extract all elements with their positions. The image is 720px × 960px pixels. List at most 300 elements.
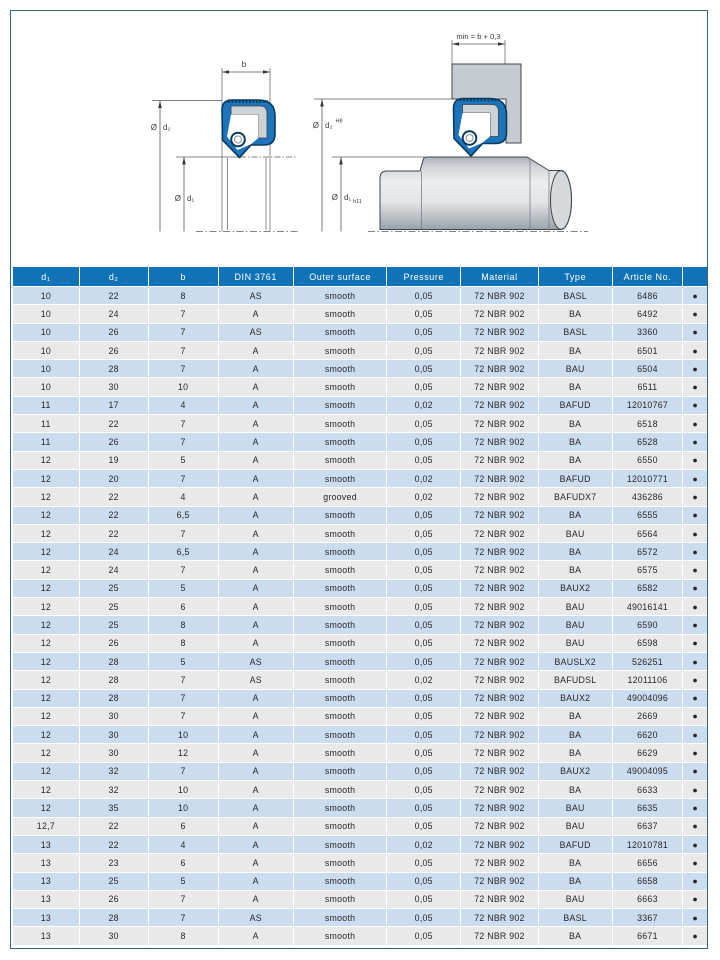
cell-d2: 22 <box>80 507 148 524</box>
cell-d1: 12,7 <box>13 818 79 835</box>
cell-b: 7 <box>149 324 218 341</box>
availability-dot: ● <box>683 653 707 670</box>
cell-article-no: 6550 <box>613 452 683 469</box>
dim-label-min-b: min = b + 0,3 <box>456 32 501 41</box>
dim-label-d1-diameter-sign: Ø <box>174 194 181 203</box>
cell-d2: 35 <box>80 799 148 816</box>
availability-dot: ● <box>683 324 707 341</box>
cell-b: 8 <box>149 635 218 652</box>
cell-outer-surface: smooth <box>294 836 387 853</box>
cell-d1: 12 <box>13 452 79 469</box>
cell-outer-surface: smooth <box>294 763 387 780</box>
cell-type: BA <box>539 433 612 450</box>
cell-d2: 25 <box>80 873 148 890</box>
cell-din-3761: A <box>219 744 293 761</box>
cell-material: 72 NBR 902 <box>461 891 538 908</box>
cell-outer-surface: smooth <box>294 781 387 798</box>
cell-outer-surface: smooth <box>294 653 387 670</box>
cell-type: BAUX2 <box>539 580 612 597</box>
cell-din-3761: A <box>219 854 293 871</box>
availability-dot: ● <box>683 799 707 816</box>
availability-dot: ● <box>683 781 707 798</box>
cell-b: 6,5 <box>149 543 218 560</box>
cell-material: 72 NBR 902 <box>461 927 538 944</box>
dim-label-d1: d₁ <box>187 194 195 203</box>
cell-d2: 28 <box>80 671 148 688</box>
cell-material: 72 NBR 902 <box>461 452 538 469</box>
cell-material: 72 NBR 902 <box>461 799 538 816</box>
cell-din-3761: A <box>219 927 293 944</box>
cell-d2: 19 <box>80 452 148 469</box>
table-row <box>13 561 707 578</box>
cell-d1: 12 <box>13 507 79 524</box>
cell-d1: 10 <box>13 305 79 322</box>
cell-outer-surface: smooth <box>294 909 387 926</box>
cell-type: BAFUD <box>539 397 612 414</box>
cell-pressure: 0,05 <box>387 708 460 725</box>
cell-material: 72 NBR 902 <box>461 726 538 743</box>
cell-pressure: 0,05 <box>387 324 460 341</box>
table-row <box>13 818 707 835</box>
cell-material: 72 NBR 902 <box>461 507 538 524</box>
shaft <box>380 157 572 230</box>
availability-dot: ● <box>683 561 707 578</box>
cell-type: BA <box>539 854 612 871</box>
cell-d2: 22 <box>80 488 148 505</box>
cell-pressure: 0,05 <box>387 818 460 835</box>
cell-article-no: 49004096 <box>613 690 683 707</box>
cell-d2: 26 <box>80 635 148 652</box>
cell-material: 72 NBR 902 <box>461 488 538 505</box>
cell-b: 7 <box>149 763 218 780</box>
cell-din-3761: A <box>219 525 293 542</box>
cell-type: BASL <box>539 909 612 926</box>
cell-din-3761: A <box>219 342 293 359</box>
col-header-outer-surface: Outer surface <box>294 267 387 286</box>
availability-dot: ● <box>683 616 707 633</box>
availability-dot: ● <box>683 744 707 761</box>
technical-drawing <box>0 0 720 265</box>
cell-article-no: 6555 <box>613 507 683 524</box>
cell-d1: 12 <box>13 653 79 670</box>
table-row <box>13 726 707 743</box>
table-row <box>13 635 707 652</box>
dim-label-d2-tolerance: H8 <box>335 118 343 125</box>
dim-label-d2h8: d₂ <box>325 121 333 130</box>
cell-material: 72 NBR 902 <box>461 909 538 926</box>
cell-d1: 12 <box>13 543 79 560</box>
cell-b: 4 <box>149 488 218 505</box>
cell-d2: 22 <box>80 287 148 304</box>
cell-d1: 12 <box>13 470 79 487</box>
table-row <box>13 415 707 432</box>
availability-dot: ● <box>683 433 707 450</box>
cell-b: 10 <box>149 799 218 816</box>
availability-dot: ● <box>683 525 707 542</box>
cell-b: 10 <box>149 781 218 798</box>
cell-outer-surface: smooth <box>294 635 387 652</box>
cell-material: 72 NBR 902 <box>461 708 538 725</box>
cell-material: 72 NBR 902 <box>461 635 538 652</box>
cell-d1: 10 <box>13 287 79 304</box>
cell-article-no: 3360 <box>613 324 683 341</box>
availability-dot: ● <box>683 927 707 944</box>
cell-pressure: 0,05 <box>387 598 460 615</box>
cell-article-no: 12010771 <box>613 470 683 487</box>
cell-d2: 17 <box>80 397 148 414</box>
cell-din-3761: A <box>219 397 293 414</box>
table-row <box>13 891 707 908</box>
cell-b: 6,5 <box>149 507 218 524</box>
cell-d2: 26 <box>80 342 148 359</box>
cell-article-no: 6590 <box>613 616 683 633</box>
cell-d1: 12 <box>13 561 79 578</box>
availability-dot: ● <box>683 287 707 304</box>
right-diagram-seal-installed <box>313 32 588 232</box>
cell-d1: 12 <box>13 525 79 542</box>
cell-article-no: 12010767 <box>613 397 683 414</box>
cell-outer-surface: smooth <box>294 561 387 578</box>
cell-din-3761: A <box>219 616 293 633</box>
cell-article-no: 6671 <box>613 927 683 944</box>
cell-din-3761: A <box>219 726 293 743</box>
cell-d1: 10 <box>13 378 79 395</box>
cell-outer-surface: smooth <box>294 415 387 432</box>
cell-article-no: 12011106 <box>613 671 683 688</box>
cell-din-3761: A <box>219 891 293 908</box>
cell-din-3761: AS <box>219 287 293 304</box>
cell-b: 8 <box>149 927 218 944</box>
table-row <box>13 653 707 670</box>
cell-type: BA <box>539 873 612 890</box>
cell-article-no: 6501 <box>613 342 683 359</box>
cell-pressure: 0,05 <box>387 873 460 890</box>
dimension-table <box>12 266 708 946</box>
cell-material: 72 NBR 902 <box>461 543 538 560</box>
cell-article-no: 6492 <box>613 305 683 322</box>
table-row <box>13 507 707 524</box>
cell-type: BAUSLX2 <box>539 653 612 670</box>
cell-pressure: 0,05 <box>387 342 460 359</box>
cell-material: 72 NBR 902 <box>461 525 538 542</box>
cell-d2: 22 <box>80 525 148 542</box>
cell-article-no: 6564 <box>613 525 683 542</box>
cell-d1: 12 <box>13 580 79 597</box>
cell-material: 72 NBR 902 <box>461 433 538 450</box>
cell-din-3761: A <box>219 543 293 560</box>
cell-article-no: 6511 <box>613 378 683 395</box>
cell-outer-surface: smooth <box>294 873 387 890</box>
cell-d2: 32 <box>80 781 148 798</box>
col-header-type: Type <box>539 267 612 286</box>
cell-b: 6 <box>149 818 218 835</box>
cell-material: 72 NBR 902 <box>461 836 538 853</box>
cell-pressure: 0,05 <box>387 763 460 780</box>
cell-b: 7 <box>149 470 218 487</box>
cell-din-3761: A <box>219 452 293 469</box>
cell-d2: 30 <box>80 708 148 725</box>
availability-dot: ● <box>683 891 707 908</box>
cell-material: 72 NBR 902 <box>461 616 538 633</box>
cell-type: BAFUDX7 <box>539 488 612 505</box>
cell-article-no: 6518 <box>613 415 683 432</box>
cell-d1: 10 <box>13 342 79 359</box>
cell-outer-surface: smooth <box>294 616 387 633</box>
cell-din-3761: A <box>219 415 293 432</box>
table-row <box>13 873 707 890</box>
cell-din-3761: A <box>219 470 293 487</box>
cell-outer-surface: smooth <box>294 891 387 908</box>
cell-din-3761: A <box>219 598 293 615</box>
cell-type: BA <box>539 342 612 359</box>
cell-din-3761: A <box>219 580 293 597</box>
cell-b: 7 <box>149 415 218 432</box>
cell-type: BA <box>539 452 612 469</box>
cell-outer-surface: smooth <box>294 927 387 944</box>
cell-pressure: 0,05 <box>387 305 460 322</box>
cell-b: 7 <box>149 525 218 542</box>
cell-din-3761: A <box>219 305 293 322</box>
cell-pressure: 0,05 <box>387 726 460 743</box>
cell-din-3761: A <box>219 799 293 816</box>
cell-d2: 26 <box>80 433 148 450</box>
cell-d2: 22 <box>80 818 148 835</box>
cell-article-no: 6572 <box>613 543 683 560</box>
cell-d1: 12 <box>13 726 79 743</box>
availability-dot: ● <box>683 397 707 414</box>
table-row <box>13 305 707 322</box>
cell-pressure: 0,02 <box>387 671 460 688</box>
cell-type: BA <box>539 744 612 761</box>
table-row <box>13 324 707 341</box>
cell-d1: 10 <box>13 360 79 377</box>
cell-d2: 24 <box>80 543 148 560</box>
availability-dot: ● <box>683 415 707 432</box>
cell-outer-surface: smooth <box>294 525 387 542</box>
cell-article-no: 6633 <box>613 781 683 798</box>
cell-d1: 13 <box>13 836 79 853</box>
cell-d1: 12 <box>13 708 79 725</box>
cell-material: 72 NBR 902 <box>461 415 538 432</box>
cell-pressure: 0,05 <box>387 525 460 542</box>
availability-dot: ● <box>683 342 707 359</box>
cell-type: BA <box>539 726 612 743</box>
cell-type: BASL <box>539 324 612 341</box>
cell-article-no: 6637 <box>613 818 683 835</box>
cell-b: 7 <box>149 671 218 688</box>
cell-din-3761: A <box>219 561 293 578</box>
cell-d2: 30 <box>80 927 148 944</box>
cell-pressure: 0,05 <box>387 452 460 469</box>
cell-outer-surface: smooth <box>294 507 387 524</box>
availability-dot: ● <box>683 543 707 560</box>
cell-pressure: 0,05 <box>387 543 460 560</box>
cell-b: 7 <box>149 690 218 707</box>
cell-d1: 12 <box>13 616 79 633</box>
table-row <box>13 836 707 853</box>
availability-dot: ● <box>683 873 707 890</box>
availability-dot: ● <box>683 690 707 707</box>
availability-dot: ● <box>683 598 707 615</box>
cell-pressure: 0,05 <box>387 433 460 450</box>
cell-d1: 12 <box>13 799 79 816</box>
availability-dot: ● <box>683 763 707 780</box>
dim-label-d2-diameter-sign: Ø <box>150 123 157 132</box>
cell-material: 72 NBR 902 <box>461 873 538 890</box>
cell-article-no: 6528 <box>613 433 683 450</box>
cell-outer-surface: smooth <box>294 580 387 597</box>
cell-d1: 10 <box>13 324 79 341</box>
cell-b: 7 <box>149 561 218 578</box>
cell-outer-surface: smooth <box>294 287 387 304</box>
cell-type: BAU <box>539 598 612 615</box>
cell-outer-surface: smooth <box>294 378 387 395</box>
cell-outer-surface: smooth <box>294 671 387 688</box>
cell-type: BA <box>539 708 612 725</box>
table-row <box>13 287 707 304</box>
cell-pressure: 0,05 <box>387 927 460 944</box>
cell-article-no: 6663 <box>613 891 683 908</box>
dim-label-d1h11-diameter-sign: Ø <box>331 193 338 202</box>
cell-article-no: 6629 <box>613 744 683 761</box>
col-header-article-no: Article No. <box>613 267 683 286</box>
cell-material: 72 NBR 902 <box>461 360 538 377</box>
cell-pressure: 0,05 <box>387 781 460 798</box>
dim-label-d1h11: d₁ <box>344 193 352 202</box>
dimension-table-wrap <box>12 266 708 946</box>
col-header-d1: d₁ <box>13 267 79 286</box>
cell-type: BAU <box>539 525 612 542</box>
cell-d1: 13 <box>13 909 79 926</box>
availability-dot: ● <box>683 360 707 377</box>
cell-din-3761: AS <box>219 324 293 341</box>
cell-material: 72 NBR 902 <box>461 781 538 798</box>
table-row <box>13 781 707 798</box>
cell-outer-surface: smooth <box>294 397 387 414</box>
cell-pressure: 0,05 <box>387 415 460 432</box>
cell-outer-surface: smooth <box>294 690 387 707</box>
table-row <box>13 598 707 615</box>
cell-d2: 22 <box>80 415 148 432</box>
cell-outer-surface: smooth <box>294 598 387 615</box>
cell-d1: 13 <box>13 873 79 890</box>
cell-article-no: 6635 <box>613 799 683 816</box>
cell-outer-surface: smooth <box>294 854 387 871</box>
table-row <box>13 580 707 597</box>
cell-d1: 12 <box>13 781 79 798</box>
cell-material: 72 NBR 902 <box>461 671 538 688</box>
cell-b: 6 <box>149 854 218 871</box>
cell-outer-surface: smooth <box>294 433 387 450</box>
availability-dot: ● <box>683 854 707 871</box>
cell-d1: 11 <box>13 433 79 450</box>
cell-article-no: 6582 <box>613 580 683 597</box>
cell-din-3761: A <box>219 360 293 377</box>
cell-din-3761: A <box>219 818 293 835</box>
cell-d2: 22 <box>80 836 148 853</box>
cell-article-no: 6658 <box>613 873 683 890</box>
cell-d2: 23 <box>80 854 148 871</box>
availability-dot: ● <box>683 818 707 835</box>
cell-type: BAFUDSL <box>539 671 612 688</box>
left-diagram-seal-free <box>151 60 298 232</box>
cell-article-no: 12010781 <box>613 836 683 853</box>
seal-profile-left <box>222 100 275 158</box>
cell-b: 7 <box>149 342 218 359</box>
table-row <box>13 342 707 359</box>
cell-pressure: 0,05 <box>387 854 460 871</box>
cell-b: 10 <box>149 726 218 743</box>
cell-material: 72 NBR 902 <box>461 690 538 707</box>
cell-b: 7 <box>149 891 218 908</box>
cell-article-no: 49016141 <box>613 598 683 615</box>
availability-dot: ● <box>683 378 707 395</box>
cell-type: BAU <box>539 360 612 377</box>
table-row <box>13 488 707 505</box>
cell-outer-surface: smooth <box>294 324 387 341</box>
availability-dot: ● <box>683 909 707 926</box>
cell-din-3761: A <box>219 433 293 450</box>
table-row <box>13 378 707 395</box>
cell-pressure: 0,02 <box>387 397 460 414</box>
availability-dot: ● <box>683 635 707 652</box>
cell-article-no: 6656 <box>613 854 683 871</box>
cell-d1: 13 <box>13 891 79 908</box>
shaft-end-face <box>551 171 572 230</box>
cell-material: 72 NBR 902 <box>461 818 538 835</box>
cell-type: BAUX2 <box>539 690 612 707</box>
cell-article-no: 6575 <box>613 561 683 578</box>
cell-b: 5 <box>149 452 218 469</box>
cell-pressure: 0,05 <box>387 360 460 377</box>
cell-type: BASL <box>539 287 612 304</box>
availability-dot: ● <box>683 488 707 505</box>
cell-pressure: 0,05 <box>387 580 460 597</box>
cell-d1: 12 <box>13 488 79 505</box>
table-row <box>13 744 707 761</box>
cell-material: 72 NBR 902 <box>461 653 538 670</box>
cell-d1: 12 <box>13 598 79 615</box>
cell-type: BA <box>539 781 612 798</box>
cell-pressure: 0,05 <box>387 891 460 908</box>
cell-b: 8 <box>149 616 218 633</box>
cell-type: BA <box>539 415 612 432</box>
cell-pressure: 0,05 <box>387 799 460 816</box>
cell-pressure: 0,02 <box>387 488 460 505</box>
cell-din-3761: A <box>219 763 293 780</box>
cell-outer-surface: smooth <box>294 452 387 469</box>
cell-type: BAUX2 <box>539 763 612 780</box>
cell-d2: 25 <box>80 598 148 615</box>
cell-din-3761: A <box>219 488 293 505</box>
cell-d2: 30 <box>80 378 148 395</box>
cell-d2: 30 <box>80 726 148 743</box>
table-row <box>13 360 707 377</box>
cell-d1: 11 <box>13 397 79 414</box>
availability-dot: ● <box>683 836 707 853</box>
cell-pressure: 0,05 <box>387 909 460 926</box>
cell-d2: 28 <box>80 690 148 707</box>
table-row <box>13 470 707 487</box>
availability-dot: ● <box>683 507 707 524</box>
cell-type: BAU <box>539 891 612 908</box>
cell-d2: 30 <box>80 744 148 761</box>
cell-material: 72 NBR 902 <box>461 324 538 341</box>
cell-material: 72 NBR 902 <box>461 342 538 359</box>
cell-pressure: 0,05 <box>387 653 460 670</box>
cell-d1: 12 <box>13 744 79 761</box>
cell-material: 72 NBR 902 <box>461 598 538 615</box>
